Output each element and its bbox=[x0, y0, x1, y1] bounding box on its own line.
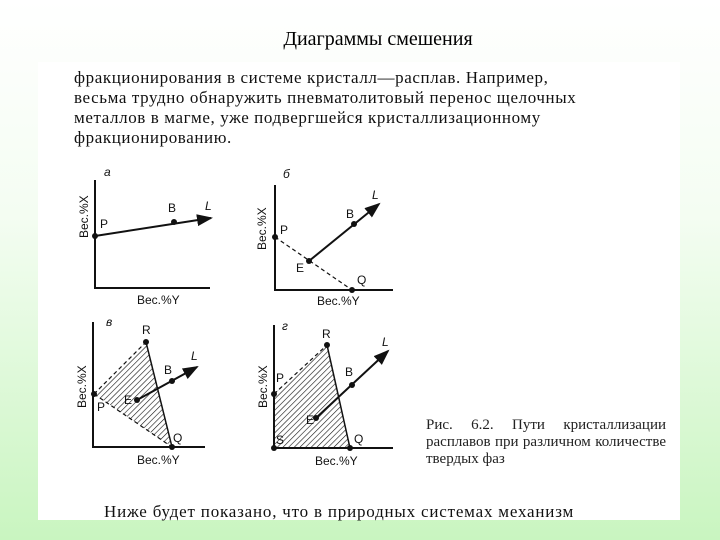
panel-label: а bbox=[104, 165, 111, 179]
svg-text:S: S bbox=[276, 433, 285, 447]
panel-label: г bbox=[282, 319, 288, 333]
svg-text:L: L bbox=[205, 199, 212, 213]
svg-text:B: B bbox=[345, 365, 354, 379]
svg-text:L: L bbox=[372, 188, 379, 202]
panel-label: б bbox=[283, 167, 290, 181]
x-axis-label: Вес.%Y bbox=[137, 453, 180, 467]
svg-text:R: R bbox=[142, 323, 151, 337]
panel-d bbox=[256, 319, 393, 468]
bottom-text: Ниже будет показано, что в природных системах механизм bbox=[104, 502, 575, 521]
svg-text:Q: Q bbox=[357, 273, 367, 287]
panel-c bbox=[75, 315, 205, 467]
paragraph-line: фракционированию. bbox=[74, 128, 232, 147]
svg-text:Q: Q bbox=[173, 431, 183, 445]
panel-b bbox=[255, 167, 393, 308]
svg-text:E: E bbox=[296, 261, 305, 275]
y-axis-label: Вес.%X bbox=[256, 365, 270, 408]
svg-text:B: B bbox=[346, 207, 355, 221]
svg-text:L: L bbox=[191, 349, 198, 363]
figure-caption: Рис. 6.2. Пути кристаллизации расплавов при различном количестве твердых фаз bbox=[426, 417, 666, 467]
x-axis-label: Вес.%Y bbox=[315, 454, 358, 468]
paragraph-line: фракционирования в системе кристалл—расплав. Например, bbox=[74, 68, 549, 87]
panel-a bbox=[77, 165, 212, 307]
panel-label: в bbox=[106, 315, 113, 329]
svg-text:B: B bbox=[164, 363, 173, 377]
paragraph-line: металлов в магме, уже подвергшейся кристаллизационному bbox=[74, 108, 541, 127]
svg-text:P: P bbox=[100, 217, 109, 231]
svg-text:P: P bbox=[280, 223, 289, 237]
x-axis-label: Вес.%Y bbox=[317, 294, 360, 308]
svg-text:P: P bbox=[97, 400, 106, 414]
svg-text:Q: Q bbox=[354, 432, 364, 446]
y-axis-label: Вес.%X bbox=[77, 195, 91, 238]
svg-text:B: B bbox=[168, 201, 177, 215]
svg-text:R: R bbox=[322, 327, 331, 341]
slide-title: Диаграммы смешения bbox=[283, 28, 473, 50]
svg-text:L: L bbox=[382, 335, 389, 349]
paragraph-line: весьма трудно обнаружить пневматолитовый перенос щелочных bbox=[74, 88, 577, 107]
y-axis-label: Вес.%X bbox=[75, 365, 89, 408]
svg-text:P: P bbox=[276, 371, 285, 385]
svg-text:E: E bbox=[124, 393, 133, 407]
y-axis-label: Вес.%X bbox=[255, 207, 269, 250]
svg-text:E: E bbox=[306, 413, 315, 427]
x-axis-label: Вес.%Y bbox=[137, 293, 180, 307]
